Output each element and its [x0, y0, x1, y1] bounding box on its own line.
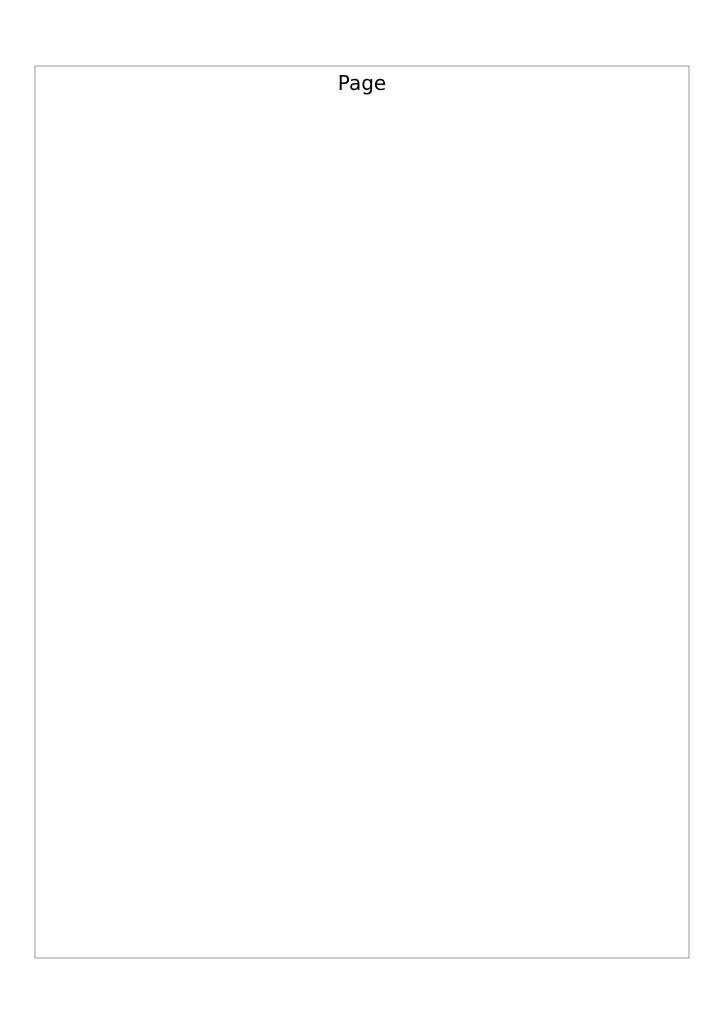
card	[35, 66, 689, 958]
title: Page	[337, 71, 387, 95]
